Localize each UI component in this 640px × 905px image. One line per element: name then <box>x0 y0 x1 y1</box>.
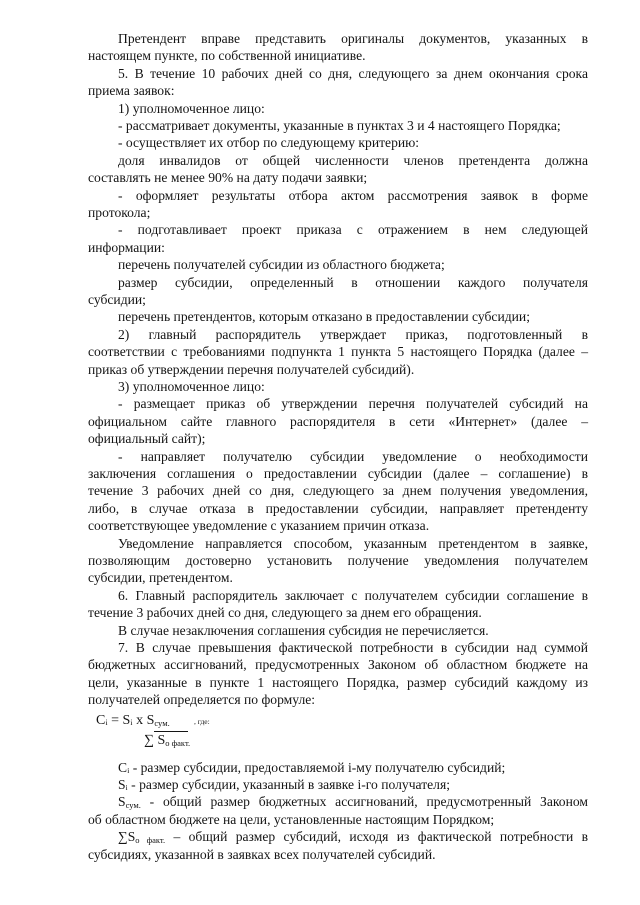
formula-numerator: Cᵢ = Sᵢ x $S_{сум.}$ <box>96 712 170 728</box>
text-line: 6. Главный распорядитель заключает с получателем субсидии соглашение в <box>118 587 588 603</box>
text-line: перечень получателей субсидии из областного бюджета; <box>118 257 445 273</box>
text-line: соответствующее уведомление с указанием причин отказа. <box>88 518 430 534</box>
text-line: субсидии; <box>88 292 146 307</box>
text-line: Претендент вправе представить оригиналы документов, указанных в <box>118 31 588 46</box>
fraction-line <box>154 731 188 732</box>
text-line: бюджетных ассигнований, предусмотренных Законом об областном бюджете на <box>88 657 588 673</box>
text-line: перечень претендентов, которым отказано в предоставлении субсидии; <box>118 309 530 325</box>
text-line: настоящем пункте, по собственной инициативе. <box>88 48 366 64</box>
text-line: приема заявок: <box>88 83 175 99</box>
formula-where-label: , где: <box>194 716 210 726</box>
text-line: либо, в случае отказа в предоставлении субсидии, направляет претенденту <box>88 500 588 516</box>
text-line: составлять не менее 90% на дату подачи заявки; <box>88 170 368 186</box>
text-line: - оформляет результаты отбора актом рассмотрения заявок в форме <box>118 187 588 203</box>
text-line: 7. В случае превышения фактической потребности в субсидии над суммой <box>118 640 588 655</box>
text-line: В случае незаключения соглашения субсидия не перечисляется. <box>118 622 489 638</box>
definition-ci: Cᵢ - размер субсидии, предоставляемой i-му получателю субсидий; <box>118 759 506 775</box>
definition-si: Sᵢ - размер субсидии, указанный в заявке i-го получателя; <box>118 777 450 792</box>
text-line: официальном сайте главного распорядителя в сети «Интернет» (далее – <box>88 413 588 429</box>
text-line: соответствии с требованиями подпункта 1 пункта 5 настоящего Порядка (далее – <box>88 344 588 360</box>
text-line: 5. В течение 10 рабочих дней со дня, следующего за днем окончания срока <box>118 65 588 81</box>
text-line: - размещает приказ об утверждении перечня получателей субсидий на <box>118 396 588 412</box>
text-line: субсидии, претендентом. <box>88 570 233 586</box>
text-line: протокола; <box>88 205 151 220</box>
text-line: информации: <box>88 239 165 255</box>
definition-sfact: $\sum S_{о факт.}$ – общий размер субсидий, исходя из фактической потребности в <box>118 829 589 846</box>
text-line: 1) уполномоченное лицо: <box>118 100 265 116</box>
text-line: течение 3 рабочих дней со дня, следующего за днем получения уведомления, <box>88 483 588 499</box>
text-line: доля инвалидов от общей численности членов претендента должна <box>118 152 588 168</box>
text-line: позволяющим достоверно установить получение уведомления получателем <box>88 553 588 568</box>
text-line: 3) уполномоченное лицо: <box>118 379 265 394</box>
text-line: течение 3 рабочих дней со дня, следующего за днем его обращения. <box>88 605 482 621</box>
text-line: - осуществляет их отбор по следующему критерию: <box>118 135 420 151</box>
text-line: - подготавливает проект приказа с отражением в нем следующей <box>118 222 588 238</box>
definition-sfact-cont: субсидиях, указанной в заявках всех получателей субсидий. <box>88 846 436 862</box>
text-line: цели, указанные в пункте 1 настоящего Порядка, размер субсидий каждому из <box>88 674 588 690</box>
text-line: заключения соглашения о предоставлении субсидии (далее – соглашение) в <box>88 466 588 481</box>
subsidy-formula <box>96 711 296 755</box>
definition-ssum-cont: об областном бюджете на цели, установленные настоящим Порядком; <box>88 811 495 827</box>
text-line: - направляет получателю субсидии уведомление о необходимости <box>118 448 588 464</box>
text-line: - рассматривает документы, указанные в пунктах 3 и 4 настоящего Порядка; <box>118 118 561 133</box>
definition-ssum: $S_{сум.}$ - общий размер бюджетных ассигнований, предусмотренный Законом <box>118 794 588 811</box>
text-line: получателей определяется по формуле: <box>88 692 316 708</box>
formula-denominator: ∑ $S_{о факт.}$ <box>144 732 191 748</box>
text-line: официальный сайт); <box>88 431 206 447</box>
text-line: приказ об утверждении перечня получателей субсидий). <box>88 361 415 377</box>
text-line: размер субсидии, определенный в отношении каждого получателя <box>118 274 588 290</box>
text-line: Уведомление направляется способом, указанным претендентом в заявке, <box>118 535 588 551</box>
text-line: 2) главный распорядитель утверждает приказ, подготовленный в <box>118 326 588 342</box>
